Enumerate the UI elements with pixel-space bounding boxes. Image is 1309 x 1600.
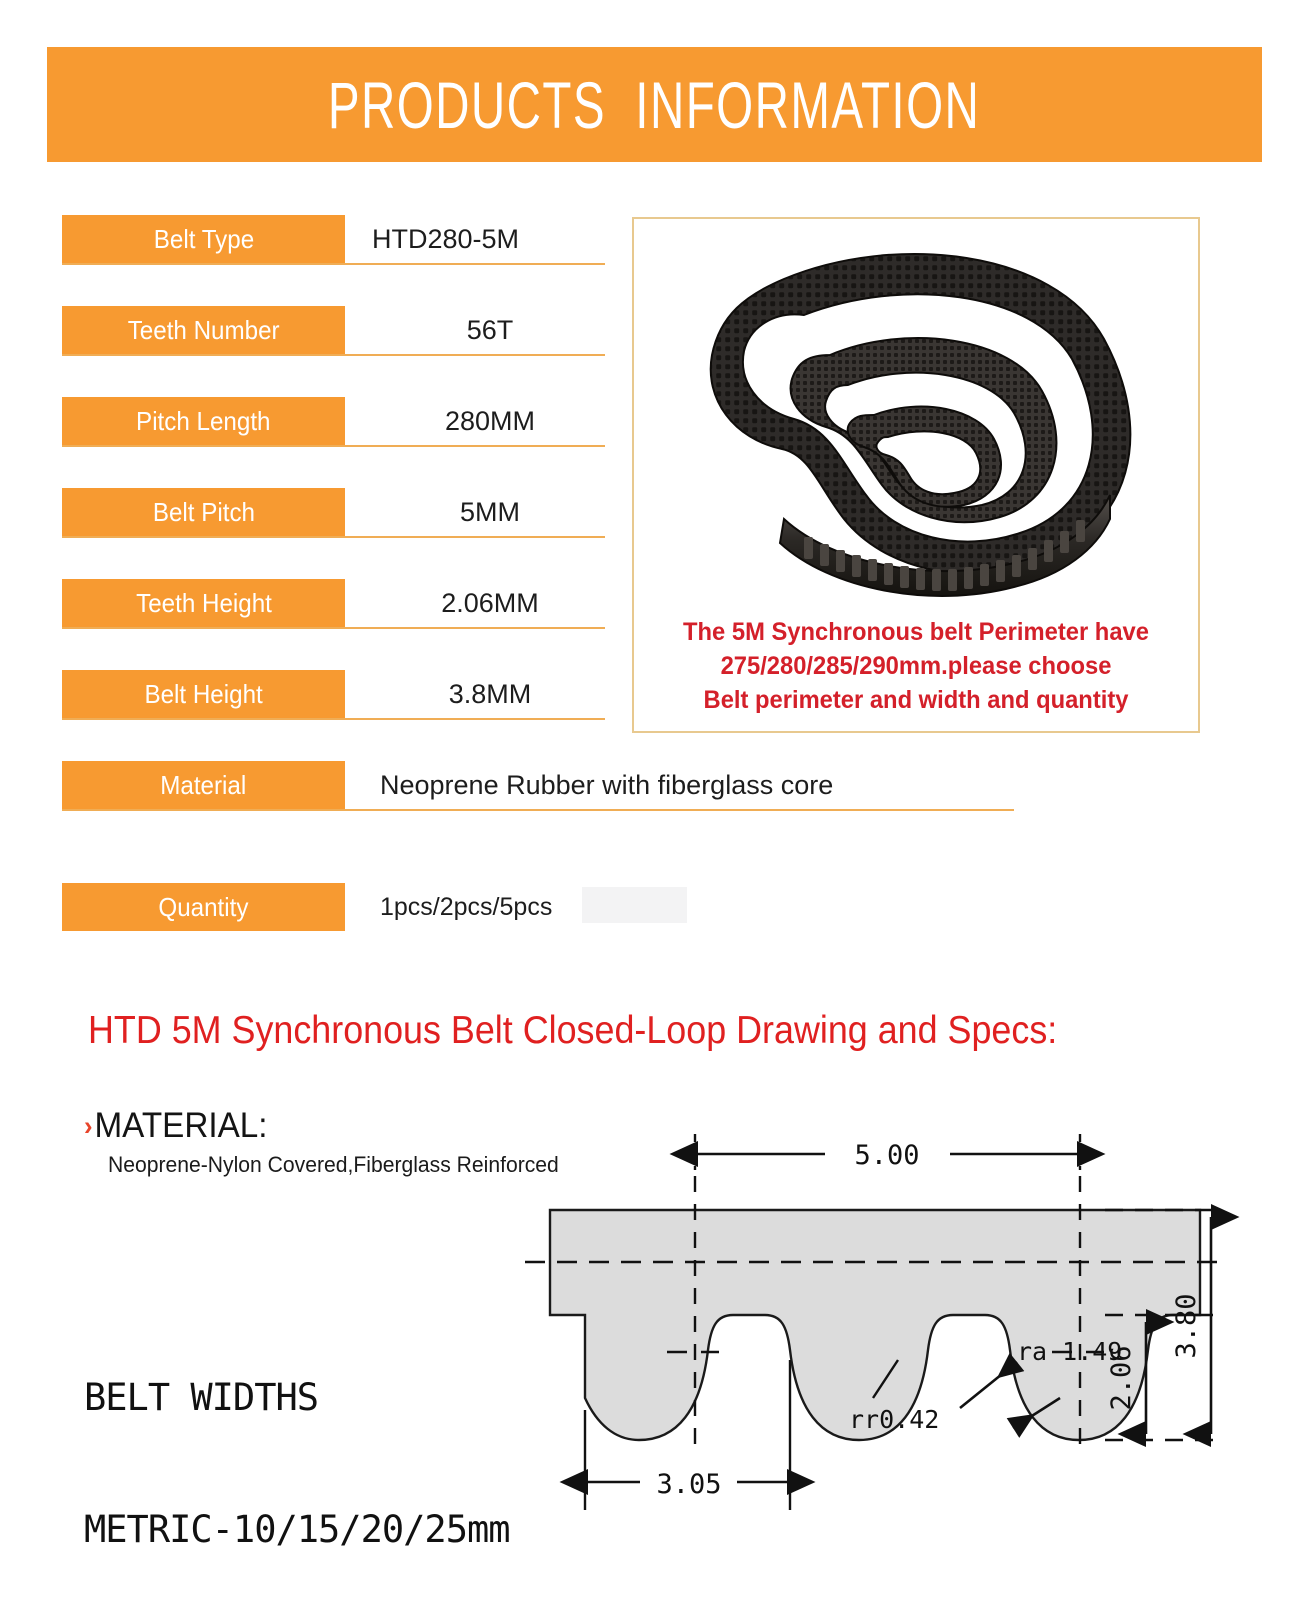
chevron-right-icon: › — [84, 1110, 93, 1141]
row-divider — [62, 263, 605, 265]
note-line-1: The 5M Synchronous belt Perimeter have — [683, 618, 1149, 646]
spec-label: Teeth Number — [127, 314, 280, 345]
callout-addendum-radius-label: ra 1.49 — [1017, 1337, 1123, 1366]
belt-widths-title: BELT WIDTHS — [84, 1376, 319, 1419]
callout-root-radius-label: rr0.42 — [849, 1405, 940, 1434]
material-heading-label: MATERIAL: — [94, 1106, 268, 1145]
dimension-root-width-label: 3.05 — [656, 1469, 722, 1500]
spec-label-chip — [62, 579, 345, 627]
note-line-3: Belt perimeter and width and quantity — [703, 686, 1129, 714]
row-divider — [62, 809, 1014, 811]
specification-table — [62, 215, 834, 974]
value-highlight-patch — [582, 887, 687, 923]
spec-value: Neoprene Rubber with fiberglass core — [380, 769, 834, 800]
spec-label-chip — [62, 883, 345, 931]
table-row — [62, 215, 622, 306]
product-photo-panel — [632, 217, 1200, 733]
spec-label-chip — [62, 761, 345, 809]
spec-label-chip — [62, 397, 345, 445]
page-title: PRODUCTS INFORMATION — [328, 67, 981, 142]
material-description: Neoprene-Nylon Covered,Fiberglass Reinforced — [108, 1152, 559, 1177]
table-row — [62, 761, 1017, 883]
table-row — [62, 579, 622, 670]
note-line-2: 275/280/285/290mm.please choose — [720, 652, 1112, 680]
spec-label-chip — [62, 306, 345, 354]
spec-value: 3.8MM — [448, 678, 532, 709]
product-photo — [634, 219, 1198, 609]
spec-value: HTD280-5M — [372, 223, 520, 254]
spec-value: 5MM — [460, 496, 520, 527]
spec-label-chip — [62, 670, 345, 718]
spec-label: Quantity — [158, 891, 249, 922]
belt-widths-values: METRIC-10/15/20/25mm — [84, 1508, 510, 1551]
table-row — [62, 306, 622, 397]
spec-label: Belt Pitch — [152, 496, 255, 527]
row-divider — [62, 445, 605, 447]
page-header-banner — [47, 47, 1262, 162]
dimension-belt-height-label: 3.80 — [1171, 1293, 1202, 1359]
spec-value: 2.06MM — [441, 587, 539, 618]
spec-label: Material — [160, 769, 247, 800]
dimension-pitch-label: 5.00 — [854, 1140, 920, 1171]
spec-label: Pitch Length — [136, 405, 271, 436]
row-divider — [62, 354, 605, 356]
spec-label: Teeth Height — [135, 587, 272, 618]
spec-label: Belt Type — [153, 223, 254, 254]
row-divider — [62, 536, 605, 538]
spec-label-chip — [62, 488, 345, 536]
spec-value: 280MM — [444, 405, 536, 436]
belt-profile-drawing — [505, 1110, 1245, 1530]
row-divider — [62, 627, 605, 629]
row-divider — [62, 718, 605, 720]
material-block — [84, 1106, 578, 1178]
table-row — [62, 670, 622, 761]
perimeter-note — [648, 615, 1184, 717]
belt-widths-block — [84, 1288, 510, 1596]
spec-value: 56T — [466, 314, 514, 345]
dimension-pitch — [695, 1134, 1080, 1171]
material-heading — [84, 1106, 553, 1146]
spec-value: 1pcs/2pcs/5pcs — [380, 892, 553, 921]
dimension-tooth-height-label: 2.06 — [1106, 1345, 1137, 1411]
table-row — [62, 397, 622, 488]
table-row — [62, 488, 622, 579]
spec-label-chip — [62, 215, 345, 263]
spec-label: Belt Height — [144, 678, 263, 709]
table-row — [62, 883, 1017, 974]
drawing-section-heading: HTD 5M Synchronous Belt Closed-Loop Drawing and Specs: — [88, 1009, 1058, 1052]
